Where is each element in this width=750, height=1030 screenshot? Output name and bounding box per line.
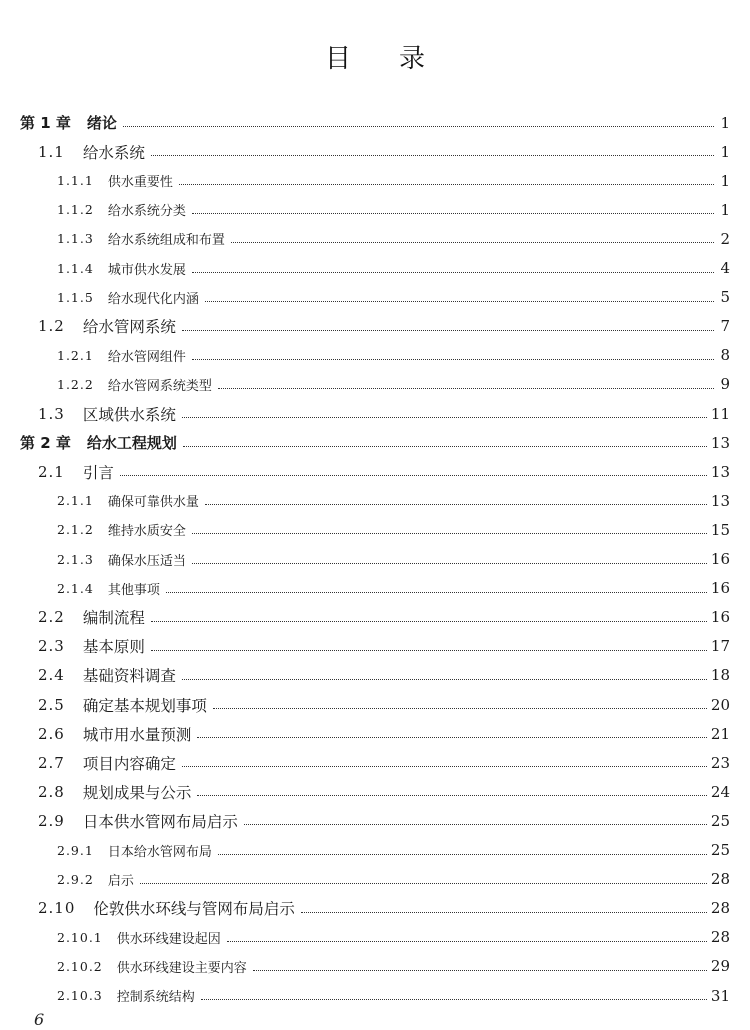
toc-entry-page: 31 [710,986,730,1005]
toc-section-entry[interactable] [0,894,750,923]
toc-entry-title: 供水重要性 [107,175,173,191]
dot-leader [197,795,707,796]
toc-entry-page: 23 [710,753,730,772]
dot-leader [166,592,707,593]
toc-section-entry[interactable] [0,719,750,748]
toc-entry-number: 2.1.1 [57,493,94,509]
toc-entry-number: 1.3 [38,404,65,423]
toc-section-entry[interactable] [0,748,750,777]
toc-entry-title: 其他事项 [107,582,160,598]
toc-entry-page: 4 [720,259,730,277]
toc-subsection-entry[interactable] [0,195,750,224]
toc-entry-title: 区域供水系统 [82,405,176,424]
toc-entry-line [57,341,730,370]
dot-leader [244,824,707,825]
toc-entry-number: 1.1.2 [57,202,94,218]
toc-entry-title: 城市供水发展 [107,262,186,278]
toc-section-entry[interactable] [0,661,750,690]
dot-leader [218,854,707,855]
toc-entry-line [38,457,730,486]
dot-leader [182,330,714,331]
toc-entry-number: 2.10.2 [57,958,103,974]
toc-entry-page: 1 [720,200,730,219]
toc-entry-number: 1.1.1 [57,173,94,189]
toc-entry-page: 21 [710,724,730,743]
dot-leader [253,970,707,971]
toc-entry-page: 8 [720,346,730,365]
toc-entry-title: 城市用水量预测 [82,725,192,744]
page-number: 6 [34,1010,45,1029]
dot-leader [182,417,707,418]
toc-section-entry[interactable] [0,137,750,166]
toc-entry-title: 给水系统 [82,143,145,162]
dot-leader [205,504,707,505]
toc-subsection-entry[interactable] [0,283,750,312]
toc-entry-page: 28 [710,870,730,889]
dot-leader [231,242,714,243]
toc-entry-page: 1 [720,171,730,190]
toc-entry-line [57,195,730,224]
toc-entry-page: 5 [720,288,730,307]
toc-entry-line [38,312,730,341]
toc-entry-title: 确保水压适当 [107,553,186,569]
toc-section-entry[interactable] [0,457,750,486]
toc-entry-page: 9 [720,375,730,394]
toc-entry-line [57,545,730,574]
toc-entry-line [38,137,730,166]
toc-entry-line [38,632,730,661]
toc-entry-number: 1.1 [38,142,65,161]
toc-subsection-entry[interactable] [0,545,750,574]
toc-entry-line [57,515,730,544]
toc-entry-number: 1.2.2 [57,376,94,392]
toc-entry-line [38,806,730,835]
dot-leader [182,766,707,767]
toc-subsection-entry[interactable] [0,341,750,370]
dot-leader [151,155,714,156]
toc-entry-title: 基本原则 [82,638,145,657]
toc-entry-number: 2.1.2 [57,522,94,538]
toc-entry-page: 13 [710,462,730,481]
toc-entry-title: 给水管网系统类型 [107,378,212,394]
toc-entry-title: 维持水质安全 [107,524,186,540]
toc-entry-title: 引言 [82,463,114,482]
toc-entry-line [20,108,730,137]
toc-entry-page: 20 [710,695,730,714]
toc-entry-page: 13 [710,433,730,452]
toc-entry-title: 给水系统分类 [107,204,186,220]
toc-entry-page: 7 [720,317,730,336]
toc-entry-line [38,894,730,923]
toc-entry-line [57,574,730,603]
toc-entry-title: 供水环线建设主要内容 [116,960,247,976]
toc-subsection-entry[interactable] [0,486,750,515]
dot-leader [192,213,714,214]
toc-entry-number: 2.7 [38,753,65,772]
toc-entry-number: 2.6 [38,724,65,743]
toc-subsection-entry[interactable] [0,254,750,283]
dot-leader [183,446,707,447]
toc-entry-number: 2.9.2 [57,871,94,887]
toc-entry-title: 给水工程规划 [86,434,177,453]
toc-entry-number: 2.1.4 [57,580,94,596]
dot-leader [120,475,707,476]
toc-entry-number: 2.9.1 [57,842,94,858]
toc-entry-line [57,283,730,312]
toc-entry-line [57,865,730,894]
toc-entry-title: 基础资料调查 [82,667,176,686]
toc-section-entry[interactable] [0,399,750,428]
toc-entry-title: 供水环线建设起因 [116,931,221,947]
toc-entry-title: 日本供水管网布局启示 [82,812,238,831]
toc-subsection-entry[interactable] [0,166,750,195]
dot-leader [123,126,714,127]
toc-entry-page: 29 [710,957,730,976]
toc-entry-line [57,923,730,952]
toc-entry-page: 16 [710,608,730,627]
dot-leader [201,999,707,1000]
toc-entry-page: 1 [720,142,730,161]
toc-subsection-entry[interactable] [0,981,750,1010]
toc-entry-title: 伦敦供水环线与管网布局启示 [93,900,295,919]
toc-chapter-entry[interactable] [0,428,750,457]
toc-entry-number: 2.3 [38,637,65,656]
toc-section-entry[interactable] [0,806,750,835]
toc-entry-title: 规划成果与公示 [82,783,192,802]
toc-entry-line [57,486,730,515]
dot-leader [192,272,714,273]
toc-entry-number: 2.1.3 [57,551,94,567]
toc-entry-number: 2.10.3 [57,988,103,1003]
toc-entry-line [57,254,730,283]
toc-entry-title: 给水系统组成和布置 [107,233,225,249]
toc-entry-number: 2.4 [38,666,65,685]
toc-entry-page: 11 [710,404,730,423]
dot-leader [192,359,714,360]
toc-entry-line [20,428,730,457]
toc-entry-line [57,370,730,399]
toc-entry-number: 1.1.3 [57,231,94,247]
toc-entry-page: 1 [720,113,730,132]
dot-leader [192,533,707,534]
toc-entry-number: 2.10.1 [57,929,103,945]
toc-entry-line [57,166,730,195]
toc-entry-line [57,952,730,981]
dot-leader [227,941,707,942]
toc-subsection-entry[interactable] [0,865,750,894]
toc-entry-number: 2.2 [38,608,65,627]
toc-entry-line [57,224,730,253]
toc-entry-line [57,981,730,1010]
toc-subsection-entry[interactable] [0,224,750,253]
toc-entry-title: 给水现代化内涵 [107,291,199,307]
toc-entry-line [38,748,730,777]
toc-entry-number: 1.1.4 [57,260,94,276]
toc-entry-page: 25 [710,811,730,830]
toc-entry-title: 确保可靠供水量 [107,495,199,511]
toc-subsection-entry[interactable] [0,515,750,544]
toc-entry-title: 给水管网组件 [107,349,186,365]
toc-entry-title: 给水管网系统 [82,318,176,337]
toc-entry-number: 2.8 [38,782,65,801]
toc-entry-page: 13 [710,491,730,510]
toc-entry-number: 1.2.1 [57,347,94,363]
dot-leader [182,679,707,680]
dot-leader [213,708,707,709]
toc-entry-line [38,603,730,632]
page-title: 目录 [324,44,473,74]
toc-entry-title: 启示 [107,873,134,889]
toc-subsection-entry[interactable] [0,836,750,865]
toc-entry-title: 编制流程 [82,609,145,628]
toc-entry-title: 确定基本规划事项 [82,696,207,715]
toc-entry-page: 25 [710,841,730,859]
toc-chapter-entry[interactable] [0,108,750,137]
toc-entry-number: 1.1.5 [57,289,94,305]
toc-entry-page: 24 [710,782,730,801]
dot-leader [140,883,707,884]
toc-entry-title: 日本给水管网布局 [107,844,212,860]
toc-section-entry[interactable] [0,632,750,661]
toc-entry-page: 28 [710,899,730,918]
toc-entry-number: 2.10 [38,899,76,918]
toc-section-entry[interactable] [0,603,750,632]
toc-entry-title: 绪论 [86,114,117,132]
toc-entry-number: 2.9 [38,811,65,830]
toc-entry-page: 2 [720,229,730,248]
toc-entry-number: 第 1 章 [20,114,71,132]
toc-entry-number: 第 2 章 [20,434,71,453]
dot-leader [205,301,714,302]
dot-leader [218,388,714,389]
dot-leader [151,650,707,651]
toc-entry-number: 2.1 [38,462,65,481]
toc-subsection-entry[interactable] [0,952,750,981]
toc-section-entry[interactable] [0,312,750,341]
toc-entry-line [38,399,730,428]
toc-subsection-entry[interactable] [0,923,750,952]
toc-section-entry[interactable] [0,690,750,719]
toc-entry-number: 1.2 [38,317,65,336]
toc-entry-page: 18 [710,666,730,685]
toc-entry-page: 15 [710,520,730,539]
toc-entry-title: 项目内容确定 [82,754,176,773]
toc-entry-page: 17 [710,637,730,656]
toc-subsection-entry[interactable] [0,370,750,399]
dot-leader [192,563,707,564]
toc-entry-line [38,719,730,748]
dot-leader [197,737,707,738]
toc-entry-line [57,836,730,865]
toc-entry-page: 28 [710,928,730,947]
toc-entry-number: 2.5 [38,695,65,714]
toc-entry-line [38,777,730,806]
toc-subsection-entry[interactable] [0,574,750,603]
toc-entry-title: 控制系统结构 [116,990,195,1005]
dot-leader [151,621,707,622]
dot-leader [179,184,714,185]
toc-section-entry[interactable] [0,777,750,806]
toc-entry-page: 16 [710,550,730,568]
toc-entry-page: 16 [710,579,730,598]
toc-entry-line [38,690,730,719]
toc-entry-line [38,661,730,690]
dot-leader [301,912,707,913]
